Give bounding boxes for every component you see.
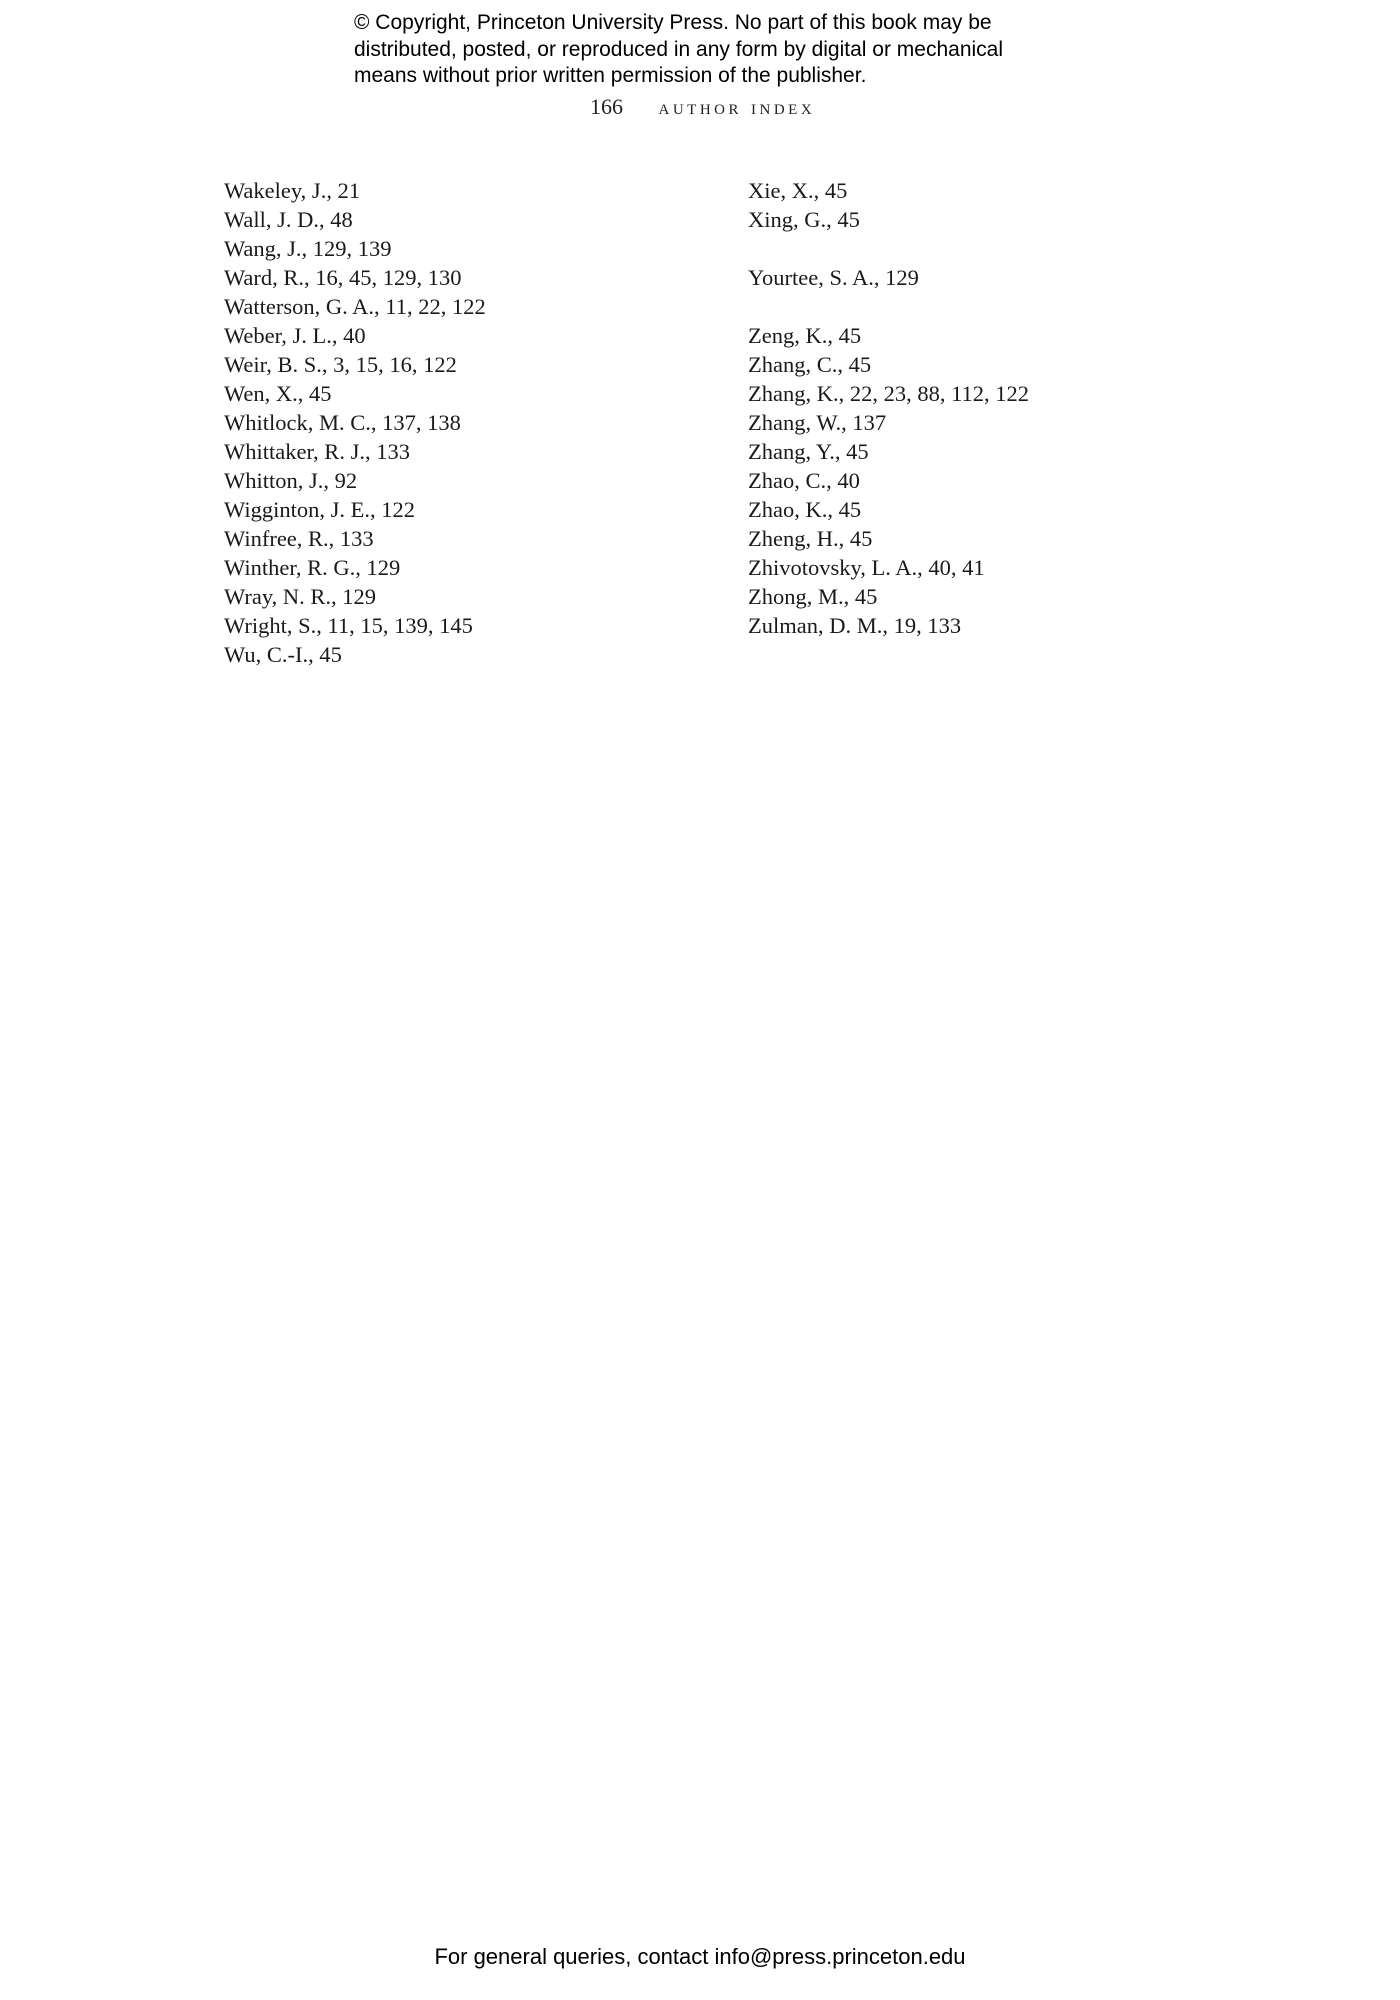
index-entry: Winfree, R., 133 bbox=[224, 526, 374, 551]
index-column-left bbox=[224, 176, 684, 669]
index-entry: Wakeley, J., 21 bbox=[224, 178, 361, 203]
section-title: author index bbox=[658, 94, 816, 119]
index-entry: Wen, X., 45 bbox=[224, 381, 332, 406]
index-entry: Xing, G., 45 bbox=[748, 207, 860, 232]
index-entry: Winther, R. G., 129 bbox=[224, 555, 401, 580]
index-entry: Whittaker, R. J., 133 bbox=[224, 439, 410, 464]
copyright-line: means without prior written permission of the publisher. bbox=[354, 64, 867, 87]
index-entry: Whitton, J., 92 bbox=[224, 468, 358, 493]
index-entry: Wu, C.-I., 45 bbox=[224, 642, 342, 667]
index-entry: Zhang, W., 137 bbox=[748, 410, 887, 435]
index-entry: Yourtee, S. A., 129 bbox=[748, 265, 919, 290]
index-entry: Wall, J. D., 48 bbox=[224, 207, 353, 232]
copyright-line: distributed, posted, or reproduced in any form by digital or mechanical bbox=[354, 37, 1004, 61]
index-entry: Wright, S., 11, 15, 139, 145 bbox=[224, 613, 473, 638]
index-column-right bbox=[748, 176, 1048, 640]
copyright-notice bbox=[354, 10, 1074, 90]
index-entry: Zhang, Y., 45 bbox=[748, 439, 869, 464]
index-entry: Wang, J., 129, 139 bbox=[224, 236, 392, 261]
index-entry: Zhang, C., 45 bbox=[748, 352, 872, 377]
index-entry: Wray, N. R., 129 bbox=[224, 584, 376, 609]
index-entry: Zhivotovsky, L. A., 40, 41 bbox=[748, 555, 985, 580]
index-entry: Weber, J. L., 40 bbox=[224, 323, 366, 348]
running-head bbox=[590, 94, 815, 120]
index-entry: Weir, B. S., 3, 15, 16, 122 bbox=[224, 352, 457, 377]
index-entry: Zheng, H., 45 bbox=[748, 526, 873, 551]
index-entry: Ward, R., 16, 45, 129, 130 bbox=[224, 265, 462, 290]
index-entry: Whitlock, M. C., 137, 138 bbox=[224, 410, 461, 435]
footer-contact: For general queries, contact info@press.princeton.edu bbox=[434, 1944, 966, 1969]
index-entry: Xie, X., 45 bbox=[748, 178, 848, 203]
letter-group-gap bbox=[748, 234, 1048, 263]
letter-group-gap bbox=[748, 292, 1048, 321]
index-entry: Zhong, M., 45 bbox=[748, 584, 878, 609]
index-entry: Zhang, K., 22, 23, 88, 112, 122 bbox=[748, 381, 1030, 406]
index-entry: Zhao, C., 40 bbox=[748, 468, 860, 493]
index-entry: Wigginton, J. E., 122 bbox=[224, 497, 415, 522]
page-number: 166 bbox=[590, 94, 623, 119]
index-entry: Watterson, G. A., 11, 22, 122 bbox=[224, 294, 486, 319]
index-entry: Zulman, D. M., 19, 133 bbox=[748, 613, 962, 638]
index-entry: Zhao, K., 45 bbox=[748, 497, 862, 522]
index-entry: Zeng, K., 45 bbox=[748, 323, 862, 348]
copyright-line: © Copyright, Princeton University Press. No part of this book may be bbox=[354, 11, 992, 34]
